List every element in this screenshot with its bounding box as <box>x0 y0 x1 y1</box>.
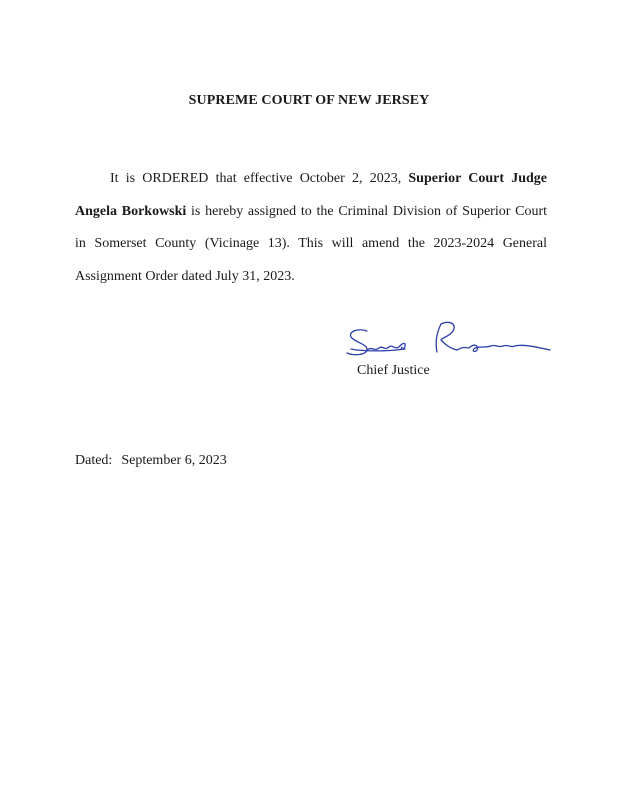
dated-label: Dated: <box>75 453 113 468</box>
order-text-part3: is hereby assigned to the Criminal Division of Superior Court in Somerset County (Vicinage 13). This will amend the 2023-2024 General Assignment Order dated July 31, 2023. <box>75 203 547 284</box>
judge-name: Angela Borkowski <box>75 203 187 219</box>
dated-value: September 6, 2023 <box>121 453 227 468</box>
signature-stroke-first-name <box>367 343 405 350</box>
judge-title: Superior Court Judge <box>408 171 547 186</box>
signature-stroke-r-bowl <box>441 322 457 350</box>
signature-stroke-last-name <box>457 345 550 351</box>
signer-title: Chief Justice <box>357 363 430 378</box>
court-heading: SUPREME COURT OF NEW JERSEY <box>188 93 430 108</box>
order-paragraph <box>75 163 547 293</box>
signature-stroke-r-loop <box>436 324 441 352</box>
order-text-part1: It is ORDERED that effective October 2, 2023, <box>110 171 409 186</box>
chief-justice-signature <box>345 318 560 368</box>
dated-line <box>75 453 227 469</box>
